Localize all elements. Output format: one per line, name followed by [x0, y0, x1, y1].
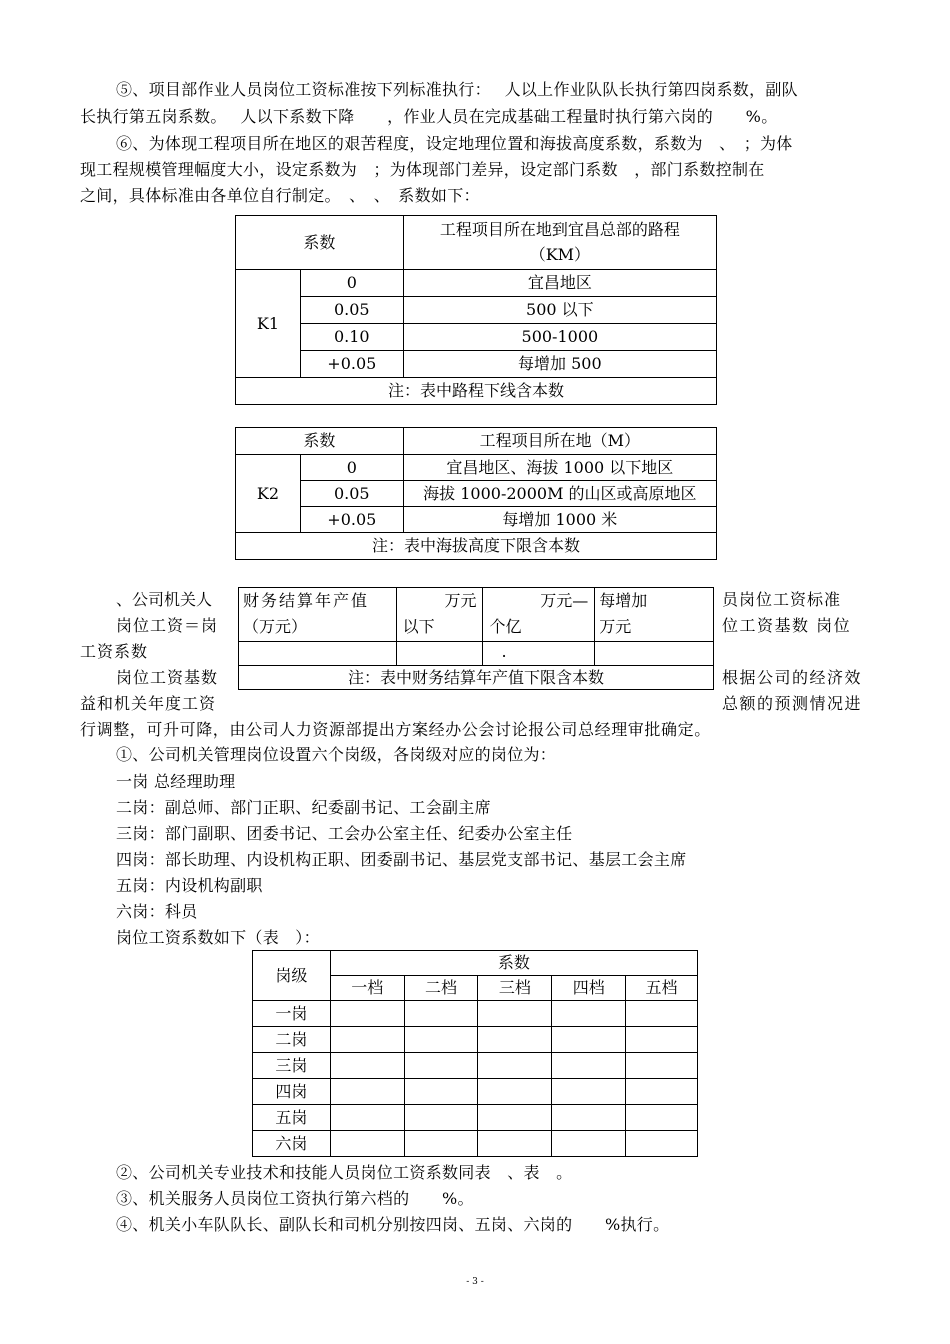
- table-k1: [235, 215, 717, 405]
- section3-right-line-2: 位工资基数 岗位: [722, 616, 852, 635]
- table-fin-header-range-line2: 个亿: [489, 617, 522, 636]
- table-fin-header-increment: [595, 588, 714, 642]
- table-k2: [235, 427, 717, 560]
- section3-left-line-2: 岗位工资＝岗: [116, 616, 219, 635]
- table-k1-coef: 0.10: [300, 324, 403, 351]
- table-fin-note: 注：表中财务结算年产值下限含本数: [239, 666, 714, 690]
- table-fin-header-increment-line1: 每增加: [599, 591, 648, 610]
- section3-line-6: 行调整，可升可降，由公司人力资源部提出方案经办公会讨论报公司总经理审批确定。: [80, 720, 711, 739]
- table-k2-header-coef: 系数: [236, 428, 404, 455]
- table-fin-cell: [396, 642, 483, 666]
- table-fin-header-increment-line2: 万元: [599, 617, 632, 636]
- list-intro: ①、公司机关管理岗位设置六个岗级，各岗级对应的岗位为：: [116, 745, 557, 764]
- table-k1-desc: 500 以下: [403, 297, 716, 324]
- table-k1-coef: 0.05: [300, 297, 403, 324]
- table-grade-row-label: 三岗: [253, 1053, 331, 1079]
- paragraph-6-line-2: 现工程规模管理幅度大小，设定系数为 ；为体现部门差异，设定部门系数 ，部门系数控制在: [80, 160, 765, 179]
- table-k1-header-coef: 系数: [236, 216, 404, 270]
- page-number: - 3 -: [466, 1277, 484, 1287]
- list-item-grade-6: 六岗：科员: [116, 902, 198, 921]
- table-financial-output: [238, 587, 714, 690]
- table-k1-header-distance-line2: （KM）: [529, 245, 591, 264]
- table-fin-dot: .: [483, 642, 595, 666]
- table-k2-desc: 每增加 1000 米: [403, 507, 716, 533]
- list-item-grade-2: 二岗：副总师、部门正职、纪委副书记、工会副主席: [116, 798, 491, 817]
- table-k1-coef: 0: [300, 270, 403, 297]
- table-grade-coefficients: [252, 950, 698, 1157]
- section3-left-line-4: 岗位工资基数: [116, 668, 219, 687]
- section3-left-line-1: 、公司机关人: [116, 590, 213, 609]
- list-item-grade-5: 五岗：内设机构副职: [116, 876, 263, 895]
- table-k2-desc: 海拔 1000-2000M 的山区或高原地区: [403, 481, 716, 507]
- table-grade-header-grade: 岗级: [253, 951, 331, 1001]
- table-k2-coef: 0.05: [300, 481, 403, 507]
- table-k2-note: 注：表中海拔高度下限含本数: [236, 533, 717, 560]
- table-fin-header-range-line1: 万元—: [540, 591, 589, 610]
- list-item-grade-4: 四岗：部长助理、内设机构正职、团委副书记、基层党支部书记、基层工会主席: [116, 850, 687, 869]
- table-fin-cell: [595, 642, 714, 666]
- table-k2-coef: +0.05: [300, 507, 403, 533]
- paragraph-5-line-1: ⑤、项目部作业人员岗位工资标准按下列标准执行： 人以上作业队队长执行第四岗系数，副队: [116, 80, 798, 99]
- table-k2-label: K2: [236, 455, 301, 533]
- table-grade-level: 五档: [626, 976, 698, 1001]
- section3-right-line-4: 根据公司的经济效: [722, 668, 863, 687]
- table-k1-header-distance: [403, 216, 716, 270]
- table-fin-header-output: [239, 588, 397, 642]
- table-k1-label: K1: [236, 270, 301, 378]
- section3-left-line-3: 工资系数: [80, 642, 149, 661]
- section3-right-line-5: 总额的预测情况进: [722, 694, 863, 713]
- table-fin-header-range: [483, 588, 595, 642]
- section3-right-line-1: 员岗位工资标准: [722, 590, 842, 609]
- table-k1-desc: 500-1000: [403, 324, 716, 351]
- table-k2-coef: 0: [300, 455, 403, 481]
- table-grade-row-label: 五岗: [253, 1105, 331, 1131]
- grade-table-intro: 岗位工资系数如下（表 ）：: [116, 928, 320, 947]
- table-k1-header-distance-line1: 工程项目所在地到宜昌总部的路程: [439, 220, 680, 239]
- table-fin-header-below: [396, 588, 483, 642]
- table-k1-note: 注：表中路程下线含本数: [236, 378, 717, 405]
- table-grade-row-label: 二岗: [253, 1027, 331, 1053]
- paragraph-6-line-3: 之间，具体标准由各单位自行制定。 、 、 系数如下：: [80, 186, 480, 205]
- list-item-grade-3: 三岗：部门副职、团委书记、工会办公室主任、纪委办公室主任: [116, 824, 573, 843]
- closing-paragraph-4: ④、机关小车队队长、副队长和司机分别按四岗、五岗、六岗的 %执行。: [116, 1215, 670, 1234]
- list-item-grade-1: 一岗 总经理助理: [116, 772, 236, 791]
- table-fin-header-below-line1: 万元: [444, 591, 477, 610]
- paragraph-5-line-2: 长执行第五岗系数。 人以下系数下降 ，作业人员在完成基础工程量时执行第六岗的 %。: [80, 107, 778, 126]
- table-grade-level: 一档: [330, 976, 404, 1001]
- table-fin-header-output-line2: （万元）: [243, 617, 308, 636]
- table-k1-coef: +0.05: [300, 351, 403, 378]
- table-grade-header-coef: 系数: [330, 951, 697, 976]
- table-fin-header-output-line1: 财务结算年产值: [243, 591, 370, 610]
- table-k2-desc: 宜昌地区、海拔 1000 以下地区: [403, 455, 716, 481]
- closing-paragraph-2: ②、公司机关专业技术和技能人员岗位工资系数同表 、表 。: [116, 1163, 573, 1182]
- table-grade-level: 二档: [404, 976, 478, 1001]
- table-fin-cell: [239, 642, 397, 666]
- table-grade-row-label: 四岗: [253, 1079, 331, 1105]
- table-k2-header-location: 工程项目所在地（M）: [403, 428, 716, 455]
- paragraph-6-line-1: ⑥、为体现工程项目所在地区的艰苦程度，设定地理位置和海拔高度系数，系数为 、 ；为体: [116, 134, 793, 153]
- table-fin-header-below-line2: 以下: [402, 617, 435, 636]
- table-grade-row-label: 一岗: [253, 1001, 331, 1027]
- section3-left-line-5: 益和机关年度工资: [80, 694, 217, 713]
- table-k1-desc: 每增加 500: [403, 351, 716, 378]
- table-grade-row-label: 六岗: [253, 1131, 331, 1157]
- closing-paragraph-3: ③、机关服务人员岗位工资执行第六档的 %。: [116, 1189, 474, 1208]
- table-grade-level: 四档: [552, 976, 626, 1001]
- table-k1-desc: 宜昌地区: [403, 270, 716, 297]
- table-grade-level: 三档: [478, 976, 552, 1001]
